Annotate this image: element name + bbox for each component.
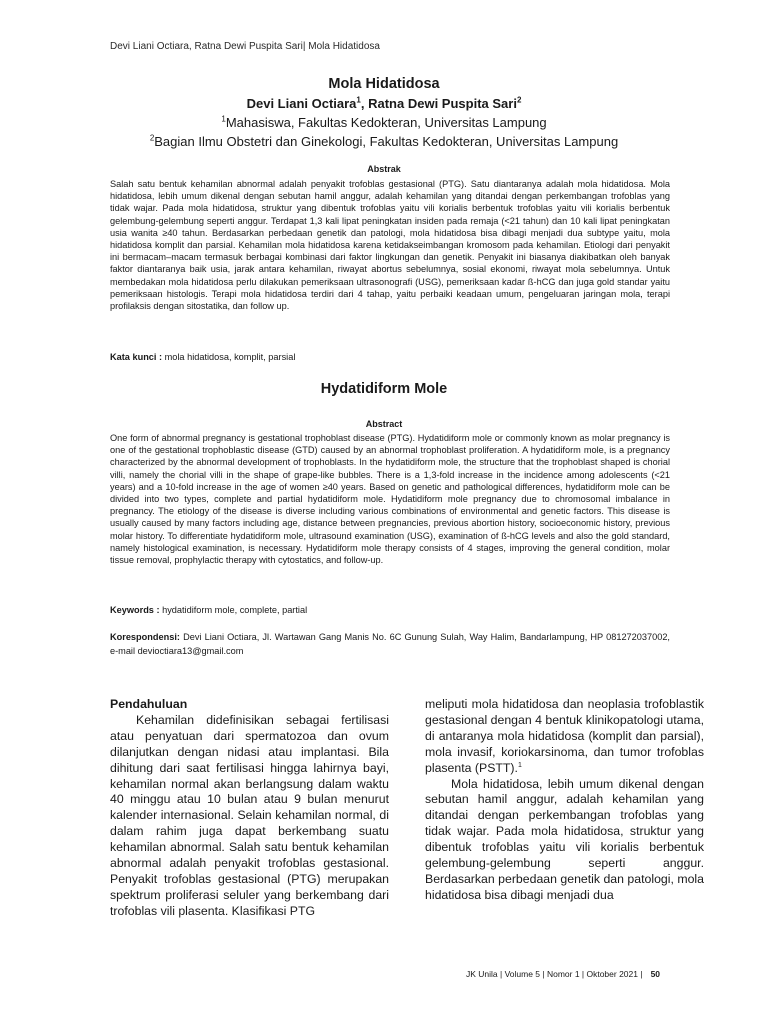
title-block	[0, 74, 768, 151]
affiliation-mark: 1	[221, 114, 226, 124]
body-column-right	[425, 697, 704, 904]
correspondence	[110, 630, 670, 658]
kata-kunci-text: mola hidatidosa, komplit, parsial	[162, 352, 296, 362]
affiliation-text: Bagian Ilmu Obstetri dan Ginekologi, Fakultas Kedokteran, Universitas Lampung	[154, 134, 619, 149]
citation-ref: 1	[517, 761, 522, 769]
abstrak-heading: Abstrak	[367, 164, 401, 174]
author-name: Devi Liani Octiara	[246, 96, 357, 111]
author-name: Ratna Dewi Puspita Sari	[368, 96, 517, 111]
correspondence-label: Korespondensi:	[110, 632, 180, 642]
paragraph-text: meliputi mola hidatidosa dan neoplasia trofoblastik gestasional dengan 4 bentuk klinikopatologi utama, di antaranya mola hidatidosa (komplit dan parsial), mola invasif, koriokarsinoma, dan tumor trofoblas plasenta (PSTT).	[425, 697, 704, 775]
abstract-heading: Abstract	[365, 419, 403, 429]
keywords-label: Keywords :	[110, 605, 160, 615]
author-line	[0, 94, 768, 113]
page-footer	[466, 969, 660, 979]
affiliation-mark: 2	[149, 133, 155, 143]
journal-info: JK Unila | Volume 5 | Nomor 1 | Oktober 2021 |	[466, 969, 643, 979]
article-title: Mola Hidatidosa	[328, 76, 440, 92]
section-heading: Pendahuluan	[110, 697, 188, 711]
body-paragraph: Mola hidatidosa, lebih umum dikenal dengan sebutan hamil anggur, adalah kehamilan yang ditandai dengan perkembangan trofoblas yang tidak wajar. Pada mola hidatidosa, struktur yang dibentuk trofoblas yaitu vili korialis berbentuk gelembung-gelembung seperti anggur. Berdasarkan perbedaan genetik dan patologi, mola hidatidosa bisa dibagi menjadi dua	[425, 776, 704, 902]
affiliation-text: Mahasiswa, Fakultas Kedokteran, Universitas Lampung	[225, 115, 547, 130]
keywords-text: hydatidiform mole, complete, partial	[159, 605, 308, 615]
correspondence-text: Devi Liani Octiara, Jl. Wartawan Gang Manis No. 6C Gunung Sulah, Way Halim, Bandarlampung, HP 081272037002, e-mail devioctiara13@gmail.com	[110, 632, 670, 656]
keywords	[110, 604, 670, 616]
body-paragraph	[425, 697, 704, 777]
kata-kunci-label: Kata kunci :	[110, 352, 163, 362]
abstrak-body: Salah satu bentuk kehamilan abnormal adalah penyakit trofoblas gestasional (PTG). Satu diantaranya adalah mola hidatidosa. Mola hidatidosa, lebih umum dikenal dengan sebutan hamil anggur, adalah kehamilan yang ditandai dengan perkembangan trofoblas yang tidak wajar. Pada mola hidatidosa, struktur yang dibentuk trofoblas yaitu vili korialis berbentuk trofoblas yaitu vili korialis berbentuk gelembung-gelembung seperti anggur. Terdapat 1,3 kali lipat peningkatan insiden pada remaja (<21 tahun) dan 10 kali lipat peningkatan usia wanita ≥40 tahun. Berdasarkan perbedaan genetik dan patologi, mola hidatidosa bisa dibagi menjadi dua subtype yaitu, mola hidatidosa komplit dan parsial. Kehamilan mola hidatidosa karena ketidakseimbangan kromosom pada kehamilan. Etiologi dari penyakit ini bermacam–macam termasuk berbagai kombinasi dari faktor lingkungan dan genetik. Penyakit ini biasanya diakibatkan oleh banyak faktor diantaranya baik usia, jarak antara kehamilan, riwayat abortus sebelumnya, sosial ekonomi, riwayat mola sebelumnya. Untuk membedakan mola hidatidosa perlu dilakukan pemeriksaan ultrasonografi (USG), pemeriksaan kadar ß-hCG dan juga gold standar yaitu pemeriksaan histologis. Terapi mola hidatidosa terdiri dari 4 tahap, yaitu perbaiki keadaan umum, pengeluaran jaringan mola, terapi profilaksis dengan sitostatika, dan follow up.	[110, 179, 670, 312]
author-separator: ,	[360, 96, 369, 111]
body-column-left	[110, 697, 389, 920]
kata-kunci	[110, 351, 670, 363]
abstract-body: One form of abnormal pregnancy is gestational trophoblast disease (PTG). Hydatidiform mole or commonly known as molar pregnancy is one of the gestational trophoblastic disease (GTD) caused by an abnormal trophoblast proliferation. A hydatidiform mole, is a pregnancy characterized by the abnormal development of trophoblasts. In the hydatidiform mole, the structure that the trophoblast shaped is chorial villi, namely the chorial villi in the shape of grape-like bubbles. There is a 1,3-fold increase in the incidence among adolescents (<21 years) and a 10-fold increase in the age of women ≥40 years. Based on genetic and pathological differences, hydatidiform mole can be divided into two types, complete and partial hydatidiform mole. Hydatidiform mole pregnancy due to chromosomal imbalance in pregnancy. The etiology of the disease is diverse including various combinations of environmental and genetic factors. This disease is usually caused by many factors including age, distance between pregnancies, previous abortion history, socioeconomic history, previous molar history. To differentiate hydatidiform mole, ultrasound examination (USG), examination of ß-hCG levels and also the gold standard, namely histological examination, is necessary. Hydatidiform mole therapy consists of 4 stages, improving the general condition, molar tissue removal, prophylactic therapy with cytostatics, and follow-up.	[110, 433, 670, 566]
affiliation	[0, 132, 768, 151]
running-header: Devi Liani Octiara, Ratna Dewi Puspita Sari| Mola Hidatidosa	[110, 41, 380, 52]
author-affil-mark: 1	[356, 95, 361, 105]
affiliation	[0, 113, 768, 132]
english-title: Hydatidiform Mole	[320, 381, 448, 397]
author-affil-mark: 2	[516, 95, 522, 105]
body-paragraph: Kehamilan didefinisikan sebagai fertilisasi atau penyatuan dari spermatozoa dan ovum dilanjutkan dengan nidasi atau implantasi. Bila dihitung dari saat fertilisasi hingga lahirnya bayi, kehamilan normal akan berlangsung dalam waktu 40 minggu atau 10 bulan atau 9 bulan menurut kalender internasional. Selain kehamilan normal, di dalam rahim juga dapat berkembang suatu kehamilan abnormal. Salah satu bentuk kehamilan abnormal adalah penyakit trofoblas gestasional. Penyakit trofoblas gestasional (PTG) merupakan spektrum proliferasi seluler yang berkembang dari trofoblas vili plasenta. Klasifikasi PTG	[110, 712, 389, 918]
page-number: 50	[650, 969, 661, 979]
